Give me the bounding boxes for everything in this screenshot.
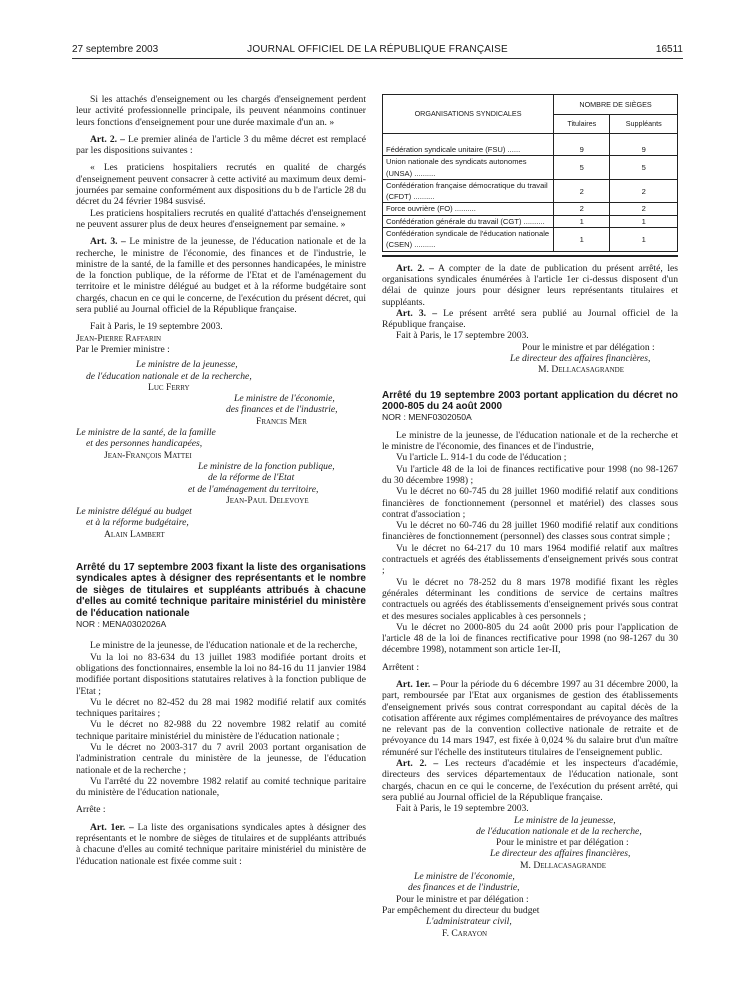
signing-date: Fait à Paris, le 17 septembre 2003. [396,330,529,342]
article-text: A compter de la date de publication du présent arrêté, les organisations syndicales énumérées à l'article 1er ci-dessus disposent d'un délai de quinze jours pour désigner leurs représentants titulaires et suppléants. [382,262,678,308]
minister-title: Le ministre de la fonction publique, [198,460,335,472]
table-row [383,156,678,180]
paragraph: Si les attachés d'enseignement ou les chargés d'enseignement perdent leur activité professionnelle principale, ils peuvent néanmoins continuer leurs fonctions d'enseignement pour une durée maximale d'un an. » [76,94,366,128]
minister-title: des finances et de l'industrie, [408,882,520,894]
titulaires-count: 1 [554,215,610,227]
org-name: Force ouvrière (FO) .......... [383,203,554,215]
visa: Vu le décret no 82-988 du 22 novembre 1982 relatif au comité technique paritaire ministériel du ministère de l'éducation nationale ; [76,719,366,742]
visa: Vu l'article 48 de la loi de finances rectificative pour 1998 (no 98-1267 du 30 décembre 1998) ; [382,463,678,486]
visa: Vu le décret no 2003-317 du 7 avril 2003 portant organisation de l'administration centrale du ministère de la jeunesse, de l'éducation nationale et de la recherche ; [76,741,366,776]
nor-reference: NOR : MENA0302026A [76,619,167,630]
suppleants-count: 2 [610,179,678,203]
journal-title: JOURNAL OFFICIEL DE LA RÉPUBLIQUE FRANÇAISE [247,44,508,55]
minister-title: de la réforme de l'Etat [208,472,295,484]
minister-title: de l'éducation nationale et de la recherche, [86,370,252,382]
article-text: Pour la période du 6 décembre 1997 au 31 décembre 2000, la part, remboursée par l'Etat aux organismes de gestion des établissements d'enseignement privés sous contrat correspondant au capital décès de la cotisation afférente aux régimes complémentaires de prévoyance des maîtres ne relevant pas de la convention collective nationale de retraite et de prévoyance du 14 mars 1947, est fixée à 0,024 % du salaire brut d'un maître rémunéré sur l'échelle des instituteurs titulaires de l'enseignement public. [382,678,678,758]
issue-date: 27 septembre 2003 [72,44,159,55]
signing-date: Fait à Paris, le 19 septembre 2003. [90,321,223,333]
org-name: Confédération syndicale de l'éducation nationale (CSEN) .......... [383,228,554,252]
article-1 [76,822,366,867]
minister-title: et à la réforme budgétaire, [86,517,189,529]
table-row [383,134,678,156]
article-label: Art. 2. – [396,262,434,274]
arrete-title: Arrêté du 19 septembre 2003 portant application du décret no 2000-805 du 24 août 2000 [382,389,678,413]
table-row [383,215,678,227]
article-text: La liste des organisations syndicales aptes à désigner des représentants et le nombre de sièges de titulaires et de suppléants attribués à chacune d'elles au comité technique paritaire ministériel du ministère de l'éducation nationale est fixée comme suit : [76,821,366,867]
delegation-line: Par empêchement du directeur du budget [382,904,540,916]
article-2 [382,263,678,308]
article-label: Art. 1er. – [396,678,438,690]
article-text: Les recteurs d'académie et les inspecteurs d'académie, directeurs des services départementaux de l'éducation nationale, sont chargés, chacun en ce qui le concerne, de l'exécution du présent arrêté, qui sera publié au Journal officiel de la République française. [382,758,678,803]
article-label: Art. 3. – [90,236,126,248]
article-label: Art. 3. – [396,307,437,319]
visa: Vu le décret no 60-745 du 28 juillet 1960 modifié relatif aux conditions financières de fonctionnement (personnel et matériel) des classes sous contrat d'association ; [382,486,678,520]
page-header [72,42,683,58]
suppleants-count: 9 [610,134,678,156]
delegation-line: Pour le ministre et par délégation : [396,893,529,905]
nor-reference: NOR : MENF0302050A [382,412,472,423]
org-name: Fédération syndicale unitaire (FSU) ...... [383,134,554,156]
minister-title: et de l'aménagement du territoire, [188,483,319,495]
article-label: Art. 2. – [396,758,439,770]
suppleants-count: 1 [610,228,678,252]
titulaires-count: 1 [554,228,610,252]
article-text: Le premier alinéa de l'article 3 du même décret est remplacé par les dispositions suivantes : [76,133,366,157]
table-row [383,179,678,203]
minister-name: Jean-Paul Delevoye [226,494,309,506]
quote-paragraph: Les praticiens hospitaliers recrutés en qualité d'attachés d'enseignement ne peuvent assurer plus de deux heures d'enseignement par semaine. » [76,207,366,230]
union-seats-table [382,94,678,252]
visa: Vu le décret no 82-452 du 28 mai 1982 modifié relatif aux comités techniques paritaires ; [76,696,366,720]
arrete-title: Arrêté du 17 septembre 2003 fixant la liste des organisations syndicales aptes à désigner des représentants et le nombre de sièges de titulaires et suppléants attribués à chacune d'elles au comité technique paritaire ministériel du ministère de l'éducation nationale [76,561,366,619]
column-header-suppleants: Suppléants [610,114,678,134]
arretent-label: Arrêtent : [382,661,420,673]
visa: Vu le décret no 60-746 du 28 juillet 1960 modifié relatif aux conditions financières de fonctionnement (personnel) des classes sous contrat simple ; [382,520,678,543]
visa: Vu l'article L. 914-1 du code de l'éducation ; [396,452,567,464]
column-header-seats: NOMBRE DE SIÈGES [554,95,678,115]
visa: Vu le décret no 2000-805 du 24 août 2000 pris pour l'application de l'article 48 de la loi de finances rectificative pour 1998 (no 98-1267 du 30 décembre 1998), notamment son article 1er-II, [382,621,678,656]
preamble: Le ministre de la jeunesse, de l'éducation nationale et de la recherche et le ministre de l'économie, des finances et de l'industrie, [382,429,678,453]
minister-title: et des personnes handicapées, [86,438,203,450]
minister-name: Luc Ferry [148,381,190,393]
column-header-org: ORGANISATIONS SYNDICALES [383,95,554,134]
article-text: Le présent arrêté sera publié au Journal officiel de la République française. [382,307,678,331]
arrete-label: Arrête : [76,804,106,816]
visa: Vu la loi no 83-634 du 13 juillet 1983 modifiée portant droits et obligations des fonctionnaires, ensemble la loi no 84-16 du 11 janvier 1984 modifiée portant dispositions statutaires relatives à la fonction publique de l'Etat ; [76,651,366,697]
minister-title: Le ministre de l'économie, [414,871,515,883]
page-number: 16511 [655,44,683,55]
minister-title: Le ministre de la santé, de la famille [76,427,216,439]
column-header-titulaires: Titulaires [554,114,610,134]
administrator-name: F. Carayon [442,927,488,939]
right-column [382,94,678,939]
minister-name: Jean-François Mattei [104,449,192,461]
org-name: Union nationale des syndicats autonomes (UNSA) .......... [383,156,554,180]
minister-title: Le ministre de la jeunesse, [136,359,238,371]
titulaires-count: 5 [554,156,610,180]
org-name: Confédération générale du travail (CGT) .......... [383,215,554,227]
director-name: M. Dellacasagrande [538,364,624,376]
delegation-line: Pour le ministre et par délégation : [496,837,629,849]
article-3 [76,236,366,315]
article-1 [382,679,678,758]
signature-intro: Par le Premier ministre : [76,343,170,355]
titulaires-count: 9 [554,134,610,156]
left-column [76,94,366,867]
article-label: Art. 1er. – [90,821,134,833]
signing-date: Fait à Paris, le 19 septembre 2003. [396,803,529,815]
director-title: Le directeur des affaires financières, [510,353,651,365]
suppleants-count: 1 [610,215,678,227]
org-name: Confédération française démocratique du travail (CFDT) .......... [383,179,554,203]
visa: Vu le décret no 78-252 du 8 mars 1978 modifié fixant les règles générales déterminant les conditions de service de certains maîtres contractuels ou agréés des établissements d'enseignement privés sous contrat et des mesures sociales applicables à ces personnels ; [382,576,678,622]
quote-paragraph: « Les praticiens hospitaliers recrutés en qualité de chargés d'enseignement peuvent consacrer à cette activité au maximum deux demi-journées par semaine conformément aux dispositions du b de l'article 28 du décret du 24 février 1984 susvisé. [76,162,366,208]
article-label: Art. 2. – [90,133,125,145]
minister-name: Francis Mer [256,415,307,427]
delegation-line: Pour le ministre et par délégation : [522,341,655,353]
article-3 [382,308,678,331]
minister-title: Le ministre de la jeunesse, [514,814,616,826]
titulaires-count: 2 [554,203,610,215]
minister-name: Alain Lambert [104,528,165,540]
article-text: Le ministre de la jeunesse, de l'éducation nationale et de la recherche, le ministre de l'économie, des finances et de l'industrie, le ministre de la santé, de la famille et des personnes handicapées, le ministre de la fonction publique, de la réforme de l'Etat et de l'aménagement du territoire et le ministre délégué au budget et à la réforme budgétaire sont chargés, chacun en ce qui le concerne, de l'exécution du présent décret, qui sera publié au Journal officiel de la République française. [76,236,366,316]
suppleants-count: 5 [610,156,678,180]
article-2 [76,134,366,157]
visa: Vu le décret no 64-217 du 10 mars 1964 modifié relatif aux maîtres contractuels et agréés des établissements d'enseignement privés sous contrat ; [382,542,678,577]
table-row [383,203,678,215]
administrator-title: L'administrateur civil, [426,916,512,928]
titulaires-count: 2 [554,179,610,203]
signatory-name: Jean-Pierre Raffarin [76,332,162,344]
minister-title: Le ministre délégué au budget [76,506,192,518]
article-2 [382,758,678,803]
director-title: Le directeur des affaires financières, [490,848,631,860]
preamble: Le ministre de la jeunesse, de l'éducation nationale et de la recherche, [90,640,358,652]
visa: Vu l'arrêté du 22 novembre 1982 relatif au comité technique paritaire du ministère de l'éducation nationale, [76,775,366,799]
suppleants-count: 2 [610,203,678,215]
minister-title: Le ministre de l'économie, [234,393,335,405]
minister-title: de l'éducation nationale et de la recherche, [476,825,642,837]
minister-title: des finances et de l'industrie, [226,404,338,416]
table-row [383,228,678,252]
header-rule [72,58,683,59]
director-name: M. Dellacasagrande [520,859,606,871]
